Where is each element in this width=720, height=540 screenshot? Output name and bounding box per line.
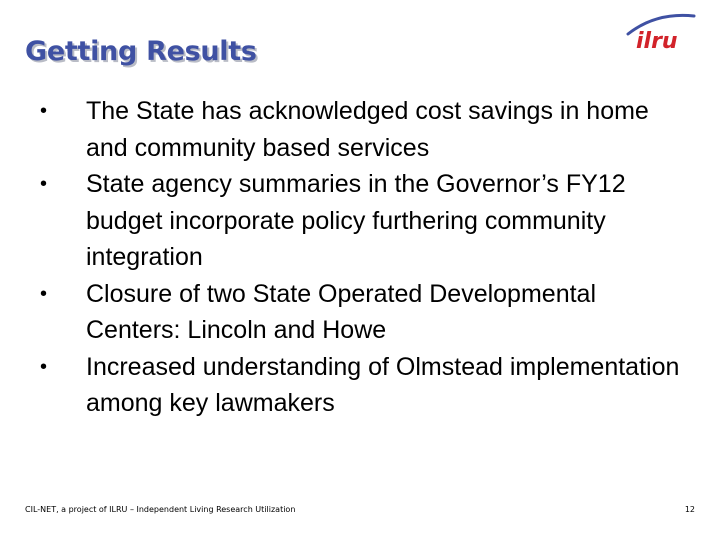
- bullet-icon: •: [40, 173, 48, 195]
- bullet-item: [40, 166, 680, 276]
- ilru-logo: [620, 10, 700, 54]
- bullet-icon: •: [40, 355, 48, 378]
- bullet-text: Increased understanding of Olmstead implementation among key lawmakers: [86, 352, 680, 417]
- bullet-list: [40, 93, 680, 422]
- page-number: 12: [684, 505, 695, 514]
- bullet-item: [40, 276, 680, 349]
- bullet-item: [40, 349, 680, 422]
- slide-title: Getting Results: [25, 36, 257, 67]
- bullet-icon: •: [40, 100, 48, 122]
- bullet-text: State agency summaries in the Governor’s FY12 budget incorporate policy furthering community integration: [86, 170, 626, 271]
- bullet-icon: •: [40, 282, 48, 305]
- bullet-text: The State has acknowledged cost savings in home and community based services: [86, 97, 649, 162]
- bullet-text: Closure of two State Operated Developmental Centers: Lincoln and Howe: [86, 279, 596, 344]
- logo-text: ilru: [636, 29, 678, 54]
- footer-text: CIL-NET, a project of ILRU – Independent Living Research Utilization: [25, 505, 296, 514]
- ilru-logo-graphic: [620, 10, 700, 54]
- bullet-item: [40, 93, 680, 166]
